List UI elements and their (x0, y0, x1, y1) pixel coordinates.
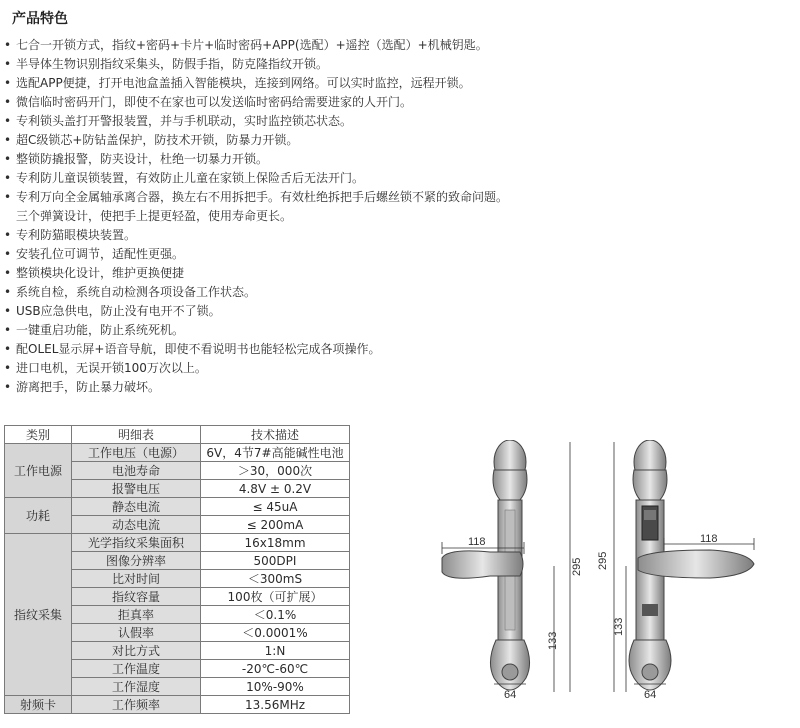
description-cell: -20℃-60℃ (201, 660, 350, 678)
bullet-icon: • (4, 38, 12, 52)
bullet-icon: • (4, 95, 12, 109)
item-cell: 比对时间 (72, 570, 201, 588)
feature-text: 系统自检，系统自动检测各项设备工作状态。 (16, 285, 257, 299)
dim-right-width: 64 (644, 689, 657, 701)
item-cell: 工作温度 (72, 660, 201, 678)
dim-left-handle-length: 118 (468, 536, 486, 548)
description-cell: 1:N (201, 642, 350, 660)
item-cell: 图像分辨率 (72, 552, 201, 570)
feature-item (4, 264, 794, 283)
lock-dimension-drawing (430, 440, 800, 705)
item-cell: 对比方式 (72, 642, 201, 660)
header-category: 类别 (5, 426, 72, 444)
feature-text: 进口电机，无误开锁100万次以上。 (16, 361, 207, 375)
feature-text: 微信临时密码开门，即使不在家也可以发送临时密码给需要进家的人开门。 (16, 95, 413, 109)
feature-item (4, 131, 794, 150)
category-cell: 功耗 (5, 498, 72, 534)
feature-text: 专利万向全金属轴承离合器，换左右不用拆把手。有效杜绝拆把手后螺丝锁不紧的致命问题。 (16, 190, 509, 204)
table-header-row (5, 426, 350, 444)
bullet-icon: • (4, 190, 12, 204)
description-cell: 10%-90% (201, 678, 350, 696)
bullet-icon: • (4, 76, 12, 90)
category-cell: 工作电源 (5, 444, 72, 498)
left-lock-view (442, 440, 583, 701)
right-lock-view (597, 440, 754, 701)
table-row (5, 696, 350, 714)
feature-text: 整锁模块化设计，维护更换便捷 (16, 266, 185, 280)
description-cell: ＞30，000次 (201, 462, 350, 480)
item-cell: 工作电压（电源） (72, 444, 201, 462)
bullet-icon: • (4, 285, 12, 299)
bullet-icon: • (4, 323, 12, 337)
item-cell: 光学指纹采集面积 (72, 534, 201, 552)
feature-item (4, 302, 794, 321)
feature-item (4, 207, 794, 226)
feature-text: 一键重启功能，防止系统死机。 (16, 323, 185, 337)
bullet-icon: • (4, 114, 12, 128)
bullet-icon: • (4, 133, 12, 147)
feature-item (4, 169, 794, 188)
bullet-icon: • (4, 361, 12, 375)
feature-item (4, 378, 794, 397)
dim-right-handle-length: 118 (700, 533, 718, 545)
description-cell: ≤ 200mA (201, 516, 350, 534)
description-cell: ＜0.1% (201, 606, 350, 624)
feature-text: 安装孔位可调节，适配性更强。 (16, 247, 185, 261)
bullet-icon: • (4, 247, 12, 261)
table-row (5, 498, 350, 516)
feature-item (4, 340, 794, 359)
feature-text: 半导体生物识别指纹采集头，防假手指，防克隆指纹开锁。 (16, 57, 329, 71)
feature-item (4, 245, 794, 264)
item-cell: 拒真率 (72, 606, 201, 624)
dim-right-lower: 133 (613, 617, 625, 636)
feature-text: 专利锁头盖打开警报装置，并与手机联动，实时监控锁芯状态。 (16, 114, 353, 128)
description-cell: ＜300mS (201, 570, 350, 588)
table-row (5, 444, 350, 462)
feature-item (4, 226, 794, 245)
feature-list (4, 36, 794, 397)
category-cell: 射频卡 (5, 696, 72, 714)
feature-text: 专利防猫眼模块装置。 (16, 228, 137, 242)
table-row (5, 534, 350, 552)
description-cell: 13.56MHz (201, 696, 350, 714)
bullet-icon: • (4, 57, 12, 71)
dim-left-height: 295 (571, 557, 583, 576)
feature-item (4, 150, 794, 169)
description-cell: 100枚（可扩展） (201, 588, 350, 606)
feature-text: 游离把手，防止暴力破坏。 (16, 380, 161, 394)
dim-left-lower: 133 (547, 631, 559, 650)
description-cell: 16x18mm (201, 534, 350, 552)
bullet-icon: • (4, 342, 12, 356)
feature-item (4, 112, 794, 131)
bullet-icon: • (4, 152, 12, 166)
dim-right-height: 295 (597, 551, 609, 570)
feature-item (4, 359, 794, 378)
header-description: 技术描述 (201, 426, 350, 444)
item-cell: 指纹容量 (72, 588, 201, 606)
feature-text: 专利防儿童误锁装置，有效防止儿童在家锁上保险舌后无法开门。 (16, 171, 365, 185)
category-cell: 指纹采集 (5, 534, 72, 696)
bullet-icon: • (4, 171, 12, 185)
item-cell: 电池寿命 (72, 462, 201, 480)
feature-item (4, 283, 794, 302)
bullet-icon: • (4, 304, 12, 318)
bullet-icon: • (4, 266, 12, 280)
feature-text: 整锁防撬报警，防夹设计，杜绝一切暴力开锁。 (16, 152, 269, 166)
dim-left-width: 64 (504, 689, 517, 701)
description-cell: 6V，4节7#高能碱性电池 (201, 444, 350, 462)
feature-text: 七合一开锁方式，指纹+密码+卡片+临时密码+APP(选配）+遥控（选配）+机械钥匙。 (16, 38, 488, 52)
feature-item (4, 321, 794, 340)
header-item: 明细表 (72, 426, 201, 444)
item-cell: 静态电流 (72, 498, 201, 516)
item-cell: 动态电流 (72, 516, 201, 534)
feature-item (4, 36, 794, 55)
item-cell: 报警电压 (72, 480, 201, 498)
feature-item (4, 188, 794, 207)
item-cell: 工作湿度 (72, 678, 201, 696)
bullet-icon: • (4, 228, 12, 242)
feature-item (4, 93, 794, 112)
item-cell: 认假率 (72, 624, 201, 642)
description-cell: 500DPI (201, 552, 350, 570)
feature-item (4, 55, 794, 74)
feature-text: USB应急供电，防止没有电开不了锁。 (16, 304, 221, 318)
spec-table (4, 425, 350, 714)
feature-text: 三个弹簧设计，使把手上提更轻盈，使用寿命更长。 (16, 209, 293, 223)
feature-text: 选配APP便捷，打开电池盒盖插入智能模块，连接到网络。可以实时监控，远程开锁。 (16, 76, 471, 90)
description-cell: ≤ 45uA (201, 498, 350, 516)
description-cell: ＜0.0001% (201, 624, 350, 642)
bullet-icon: • (4, 380, 12, 394)
feature-item (4, 74, 794, 93)
feature-text: 配OLEL显示屏+语音导航，即使不看说明书也能轻松完成各项操作。 (16, 342, 381, 356)
description-cell: 4.8V ± 0.2V (201, 480, 350, 498)
feature-text: 超C级锁芯+防钻盖保护，防技术开锁，防暴力开锁。 (16, 133, 299, 147)
item-cell: 工作频率 (72, 696, 201, 714)
section-title: 产品特色 (12, 11, 68, 27)
